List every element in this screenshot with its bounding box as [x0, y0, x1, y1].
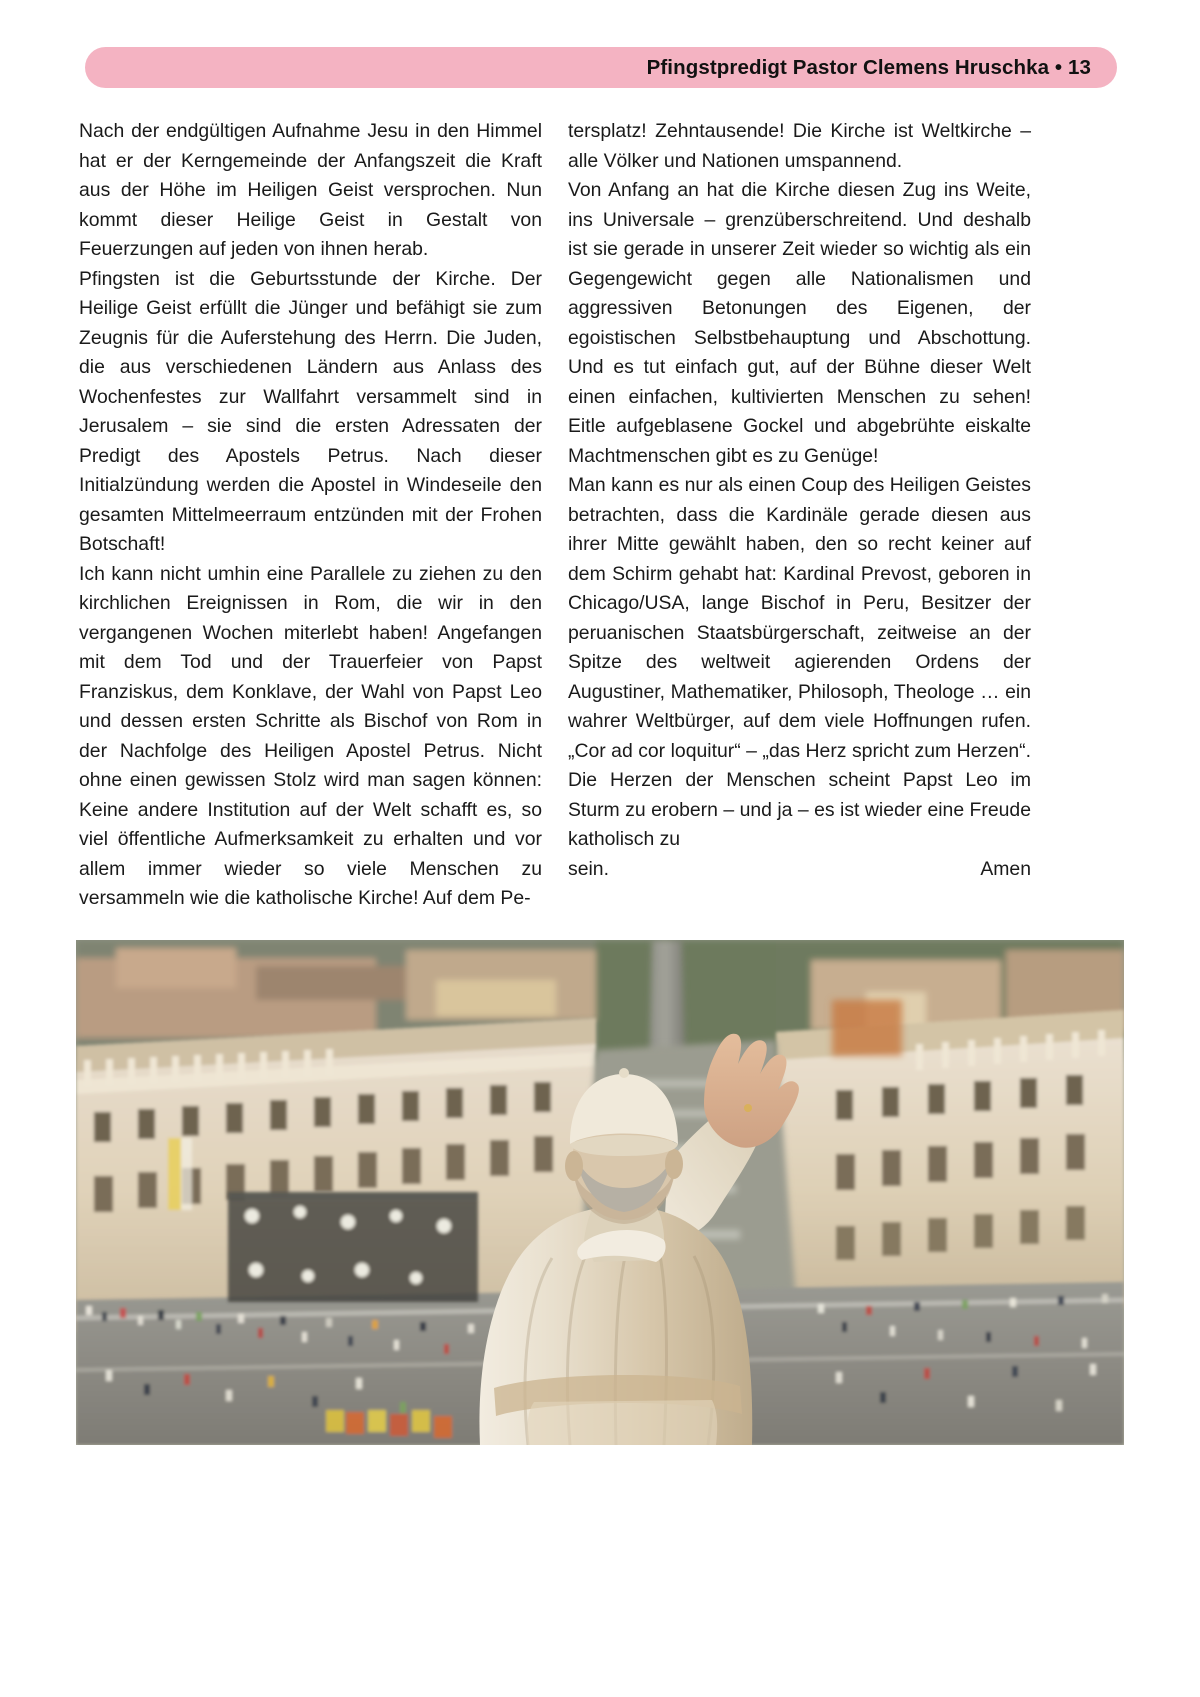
- closing-word: sein.: [568, 857, 609, 880]
- article-column-right: [568, 117, 1031, 914]
- paragraph: Ich kann nicht umhin eine Parallele zu ziehen zu den kirchlichen Ereignissen in Rom, die wir in den vergangenen Wochen miterlebt haben! Angefangen mit dem Tod und der Trauerfeier von Papst Franziskus, dem Konklave, der Wahl von Papst Leo und dessen ersten Schritte als Bischof von Rom in der Nachfolge des Heiligen Apostel Petrus. Nicht ohne einen gewissen Stolz wird man sagen können: Keine andere Institution auf der Welt schafft es, so viel öffentliche Aufmerksamkeit zu erhalten und vor allem immer wieder so viele Menschen zu versammeln wie die katholische Kirche! Auf dem Pe-: [79, 562, 542, 909]
- page-header-bar: [85, 47, 1117, 88]
- page-title: Pfingstpredigt Pastor Clemens Hruschka • 13: [646, 55, 1091, 79]
- article-photo: [76, 940, 1124, 1445]
- sermon-signature: Amen: [980, 857, 1031, 880]
- paragraph: Nach der endgültigen Aufnahme Jesu in den Himmel hat er der Kerngemeinde der Anfangszeit die Kraft aus der Höhe im Heiligen Geist versprochen. Nun kommt dieser Heilige Geist in Gestalt von Feuerzungen auf jeden von ihnen herab.: [79, 120, 542, 260]
- closing-line: [568, 855, 1031, 885]
- paragraph: Pfingsten ist die Geburtsstunde der Kirche. Der Heilige Geist erfüllt die Jünger und befähigt sie zum Zeugnis für die Auferstehung des Herrn. Die Juden, die aus verschiedenen Ländern aus Anlass des Wochenfestes zur Wallfahrt versammelt sind in Jerusalem – sie sind die ersten Adressaten der Predigt des Apostels Petrus. Nach dieser Initialzündung werden die Apostel in Windeseile den gesamten Mittelmeerraum entzünden mit der Frohen Botschaft!: [79, 267, 542, 555]
- article-column-left: [79, 117, 542, 914]
- paragraph: Man kann es nur als einen Coup des Heiligen Geistes betrachten, dass die Kardinäle gerade diesen aus ihrer Mitte gewählt haben, den so recht keiner auf dem Schirm gehabt hat: Kardinal Prevost, geboren in Chicago/USA, lange Bischof in Peru, Besitzer der peruanischen Staatsbürgerschaft, zeitweise an der Spitze des weltweit agierenden Ordens der Augustiner, Mathematiker, Philosoph, Theologe … ein wahrer Weltbürger, auf dem viele Hoffnungen rufen. „Cor ad cor loquitur“ – „das Herz spricht zum Herzen“. Die Herzen der Menschen scheint Papst Leo im Sturm zu erobern – und ja – es ist wieder eine Freude katholisch zu: [568, 474, 1031, 850]
- paragraph: Von Anfang an hat die Kirche diesen Zug ins Weite, ins Universale – grenzüberschreitend. Und deshalb ist sie gerade in unserer Zeit wieder so wichtig als ein Gegengewicht gegen alle Nationalismen und aggressiven Betonungen des Eigenen, der egoistischen Selbstbehauptung und Abschottung. Und es tut einfach gut, auf der Bühne dieser Welt einen einfachen, kultivierten Menschen zu sehen! Eitle aufgeblasene Gockel und abgebrühte eiskalte Machtmenschen gibt es zu Genüge!: [568, 179, 1031, 467]
- article-body: [79, 117, 1121, 914]
- pope-blessing-crowd-photo: [76, 940, 1124, 1445]
- paragraph: tersplatz! Zehntausende! Die Kirche ist Weltkirche – alle Völker und Nationen umspannend.: [568, 120, 1031, 172]
